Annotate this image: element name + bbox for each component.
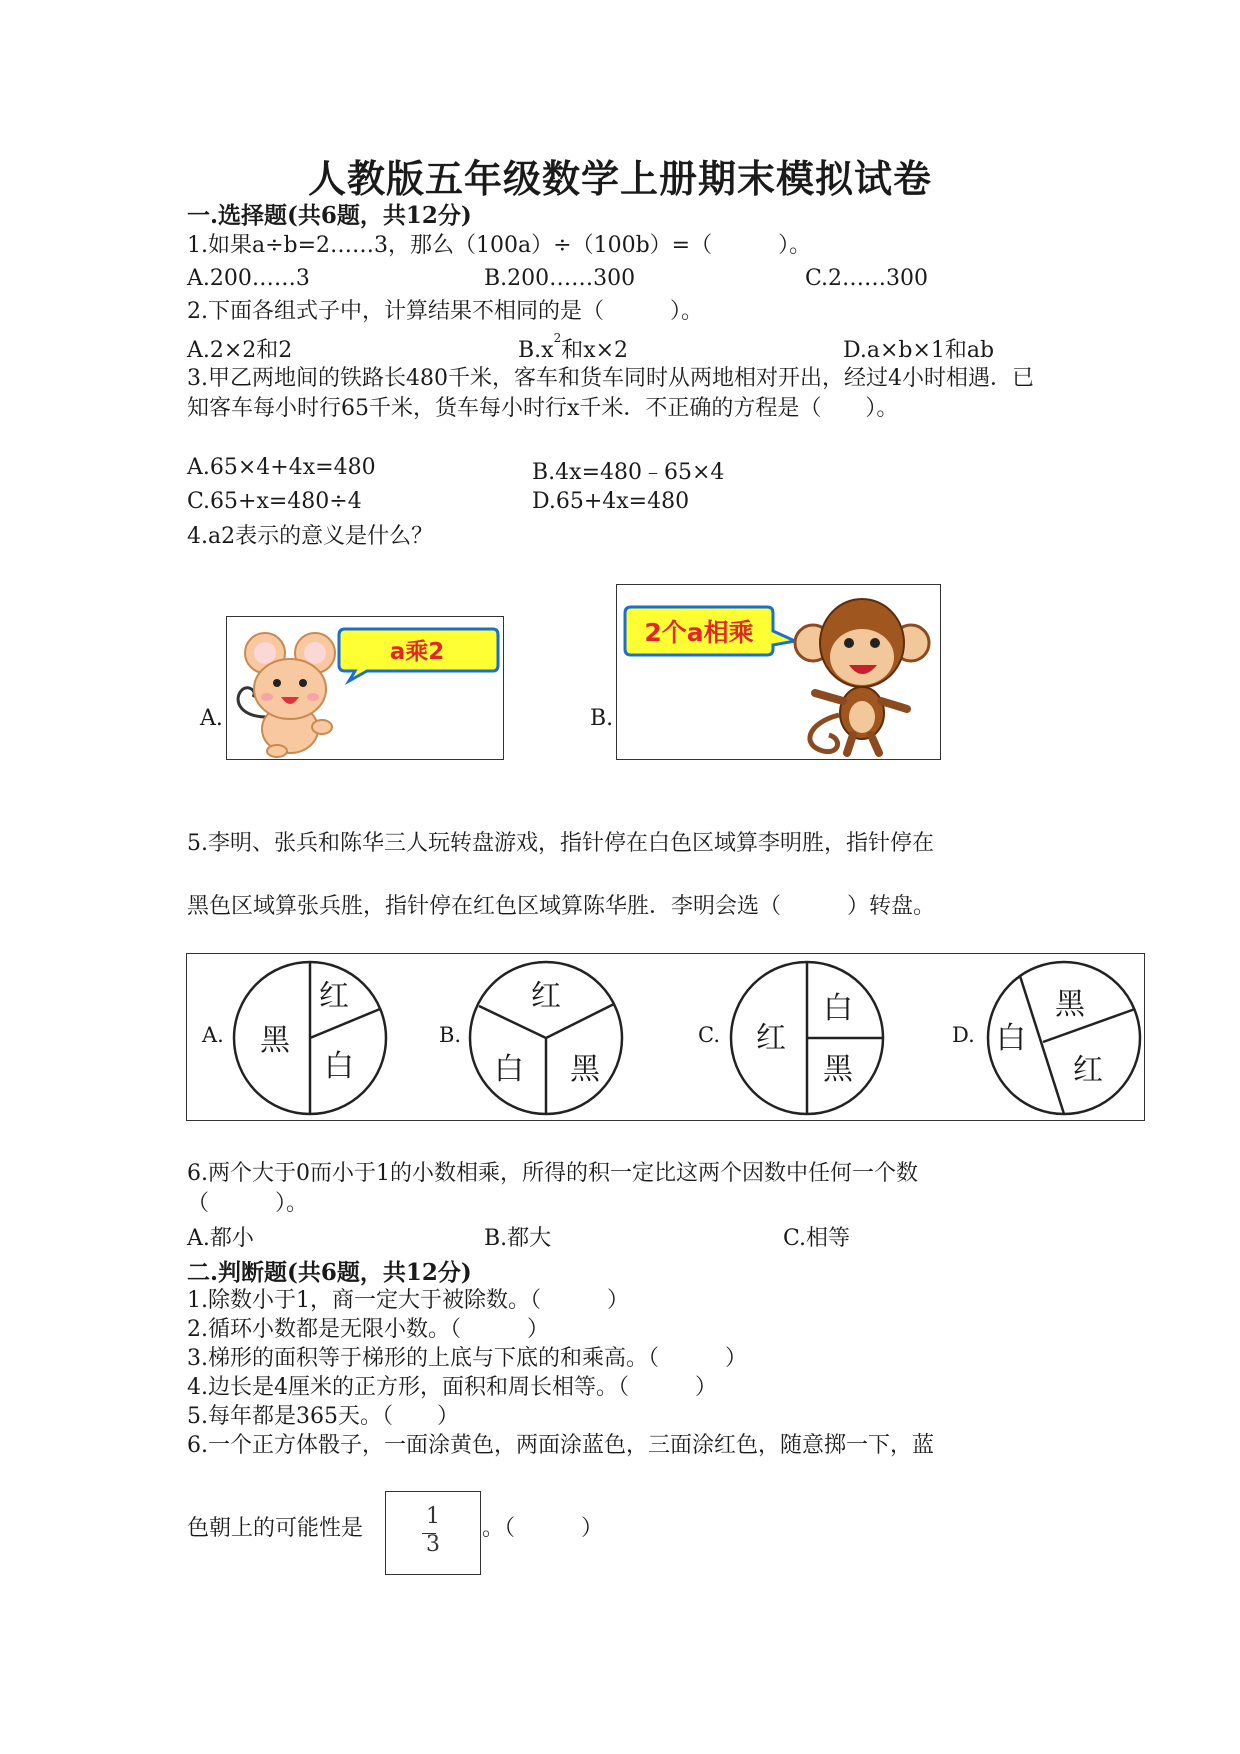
question-3-option-d: D.65+4x=480 bbox=[532, 489, 690, 514]
judgement-item-6-line-2-post: 。（ ） bbox=[482, 1516, 604, 1541]
spinner-c-label: C. bbox=[698, 1023, 720, 1047]
spinner-b-section-3: 黑 bbox=[570, 1052, 600, 1087]
spinner-c-section-1: 红 bbox=[756, 1021, 786, 1056]
question-4-stem: 4.a2表示的意义是什么？ bbox=[187, 524, 434, 549]
spinner-a-section-1: 黑 bbox=[260, 1023, 290, 1058]
question-6-option-b: B.都大 bbox=[484, 1226, 552, 1251]
question-3-option-a: A.65×4+4x=480 bbox=[187, 455, 376, 480]
question-4-option-a-bubble: a乘2 bbox=[389, 639, 445, 665]
question-2-option-a: A.2×2和2 bbox=[187, 338, 293, 363]
spinner-c-section-3: 黑 bbox=[823, 1052, 853, 1087]
question-4-option-a-image bbox=[226, 616, 504, 760]
mouse-illustration bbox=[227, 617, 503, 759]
spinner-a-section-3: 白 bbox=[324, 1049, 354, 1084]
judgement-item-6-line-1: 6.一个正方体骰子，一面涂黄色，两面涂蓝色，三面涂红色，随意掷一下，蓝 bbox=[187, 1433, 934, 1458]
question-1-option-a: A.200……3 bbox=[187, 266, 310, 291]
question-3-stem: 3.甲乙两地间的铁路长480千米，客车和货车同时从两地相对开出，经过4小时相遇．已知客车每小时行65千米，货车每小时行x千米．不正确的方程是（ ）。 bbox=[187, 366, 1034, 421]
question-6-stem: 6.两个大于0而小于1的小数相乘，所得的积一定比这两个因数中任何一个数（ ）。 bbox=[187, 1161, 918, 1216]
fraction-numerator: 1 bbox=[426, 1504, 440, 1529]
question-2-option-b-sup: 2 bbox=[553, 331, 562, 345]
question-2-option-b-pre: B.x bbox=[518, 338, 554, 363]
question-4-option-a-label: A. bbox=[200, 706, 223, 731]
judgement-item-6-line-2-pre: 色朝上的可能性是 bbox=[187, 1516, 364, 1541]
spinner-d-section-1: 白 bbox=[996, 1021, 1026, 1056]
judgement-item-5: 5.每年都是365天。（ ） bbox=[187, 1404, 459, 1429]
question-5-line-2: 黑色区域算张兵胜，指针停在红色区域算陈华胜．李明会选（ ）转盘。 bbox=[187, 894, 936, 919]
question-2-option-d: D.a×b×1和ab bbox=[843, 338, 995, 363]
judgement-item-4: 4.边长是4厘米的正方形，面积和周长相等。（ ） bbox=[187, 1375, 717, 1400]
judgement-item-1: 1.除数小于1，商一定大于被除数。（ ） bbox=[187, 1288, 629, 1313]
question-1-stem: 1.如果a÷b=2……3，那么（100a）÷（100b）=（ ）。 bbox=[187, 233, 812, 258]
question-6-option-c: C.相等 bbox=[783, 1226, 851, 1251]
question-6-option-a: A.都小 bbox=[187, 1226, 254, 1251]
question-2-stem: 2.下面各组式子中，计算结果不相同的是（ ）。 bbox=[187, 299, 703, 324]
question-1-option-c: C.2……300 bbox=[805, 266, 929, 291]
section-heading-choice: 一.选择题(共6题，共12分) bbox=[187, 202, 472, 229]
monkey-illustration bbox=[617, 585, 940, 759]
spinner-a-label: A. bbox=[202, 1023, 224, 1047]
question-1-option-b: B.200……300 bbox=[484, 266, 636, 291]
spinner-b-section-2: 白 bbox=[494, 1052, 524, 1087]
spinner-d-label: D. bbox=[952, 1023, 975, 1047]
spinner-b-label: B. bbox=[439, 1023, 462, 1047]
judgement-item-2: 2.循环小数都是无限小数。（ ） bbox=[187, 1317, 549, 1342]
judgement-item-3: 3.梯形的面积等于梯形的上底与下底的和乘高。（ ） bbox=[187, 1346, 747, 1371]
spinner-b-section-1: 红 bbox=[531, 979, 561, 1014]
question-2-option-b bbox=[518, 333, 628, 364]
page-title: 人教版五年级数学上册期末模拟试卷 bbox=[307, 156, 932, 201]
question-2-option-b-post: 和x×2 bbox=[561, 338, 629, 363]
fraction-denominator: 3 bbox=[426, 1532, 440, 1557]
spinner-a-section-2: 红 bbox=[319, 979, 349, 1014]
fraction-box bbox=[385, 1491, 481, 1575]
question-3-option-c: C.65+x=480÷4 bbox=[187, 489, 362, 514]
question-4-option-b-label: B. bbox=[590, 706, 614, 731]
spinner-options-panel bbox=[186, 953, 1145, 1121]
question-3-option-b: B.4x=480﹣65×4 bbox=[532, 460, 725, 485]
question-4-option-b-image bbox=[616, 584, 941, 760]
question-4-option-b-bubble: 2个a相乘 bbox=[644, 618, 754, 647]
spinner-options-figure bbox=[187, 954, 1144, 1120]
question-5-line-1: 5.李明、张兵和陈华三人玩转盘游戏，指针停在白色区域算李明胜，指针停在 bbox=[187, 831, 934, 856]
section-heading-judgement: 二.判断题(共6题，共12分) bbox=[187, 1259, 472, 1286]
spinner-c-section-2: 白 bbox=[823, 991, 853, 1026]
spinner-d-section-3: 红 bbox=[1073, 1053, 1103, 1088]
spinner-d-section-2: 黑 bbox=[1055, 987, 1085, 1022]
